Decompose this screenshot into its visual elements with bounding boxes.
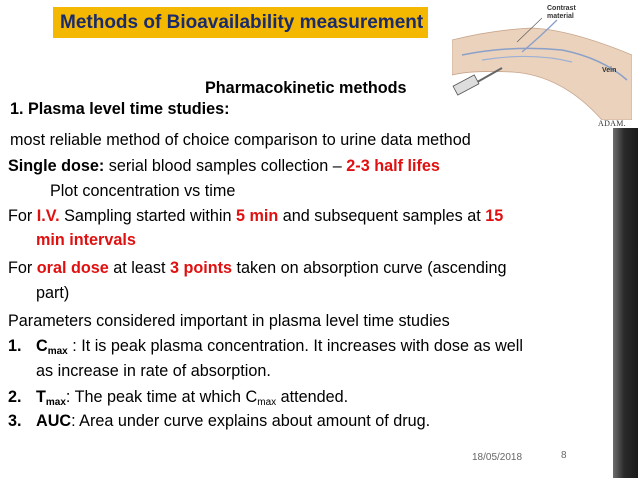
line-min-intervals: min intervals [36,231,136,249]
line-oral [8,258,506,279]
contrast-label: Contrast [547,5,576,12]
list-item-cmax-cont: as increase in rate of absorption. [36,362,271,380]
list-num-1: 1. [8,337,22,355]
list-num-3: 3. [8,412,22,430]
cmax-text: : It is peak plasma concentration. It increases with dose as well [67,337,523,355]
tmax-text-b: attended. [276,388,349,406]
list-item-cmax [36,336,523,357]
section-heading: Pharmacokinetic methods [205,79,407,97]
oral-highlight: oral dose [36,259,109,277]
auc-term: AUC [36,412,72,430]
point-plasma-level: 1. Plasma level time studies: [10,100,230,118]
list-item-tmax [36,387,348,408]
single-dose-label: Single dose: [8,157,105,175]
oral-prefix: For [8,259,37,277]
iv-15: 15 [485,207,504,225]
list-item-auc [36,411,430,432]
vein-label: Vein [602,67,617,74]
slide-title: Methods of Bioavailability measurement [53,7,428,38]
oral-text-2: taken on absorption curve (ascending [232,259,507,277]
line-plot-concentration: Plot concentration vs time [50,182,236,200]
tmax-sub: max [45,397,66,408]
decorative-side-bar [613,128,638,478]
list-num-2: 2. [8,388,22,406]
cmax-term: C [36,337,48,355]
iv-text-2: and subsequent samples at [278,207,486,225]
single-dose-text: serial blood samples collection – [104,157,347,175]
adam-logo: ADAM. [598,119,626,128]
iv-prefix: For [8,207,37,225]
single-dose-highlight: 2-3 half lifes [346,157,440,175]
cmax-sub: max [47,346,68,357]
oral-3points: 3 points [169,259,232,277]
arm-injection-illustration [452,0,632,120]
tmax-text-sub: max [257,397,277,408]
line-most-reliable: most reliable method of choice comparison to urine data method [10,131,471,149]
iv-5min: 5 min [235,207,279,225]
line-part: part) [36,284,70,302]
iv-text-1: Sampling started within [59,207,236,225]
line-single-dose [8,156,440,177]
auc-text: : Area under curve explains about amount of drug. [71,412,431,430]
line-iv [8,206,503,227]
oral-text-1: at least [108,259,170,277]
tmax-term: T [36,388,46,406]
iv-highlight: I.V. [36,207,60,225]
contrast-label-2: material [547,13,574,20]
footer-page-number: 8 [561,450,567,461]
tmax-text-a: : The peak time at which C [65,388,258,406]
line-parameters: Parameters considered important in plasma level time studies [8,312,450,330]
footer-date: 18/05/2018 [472,452,523,463]
